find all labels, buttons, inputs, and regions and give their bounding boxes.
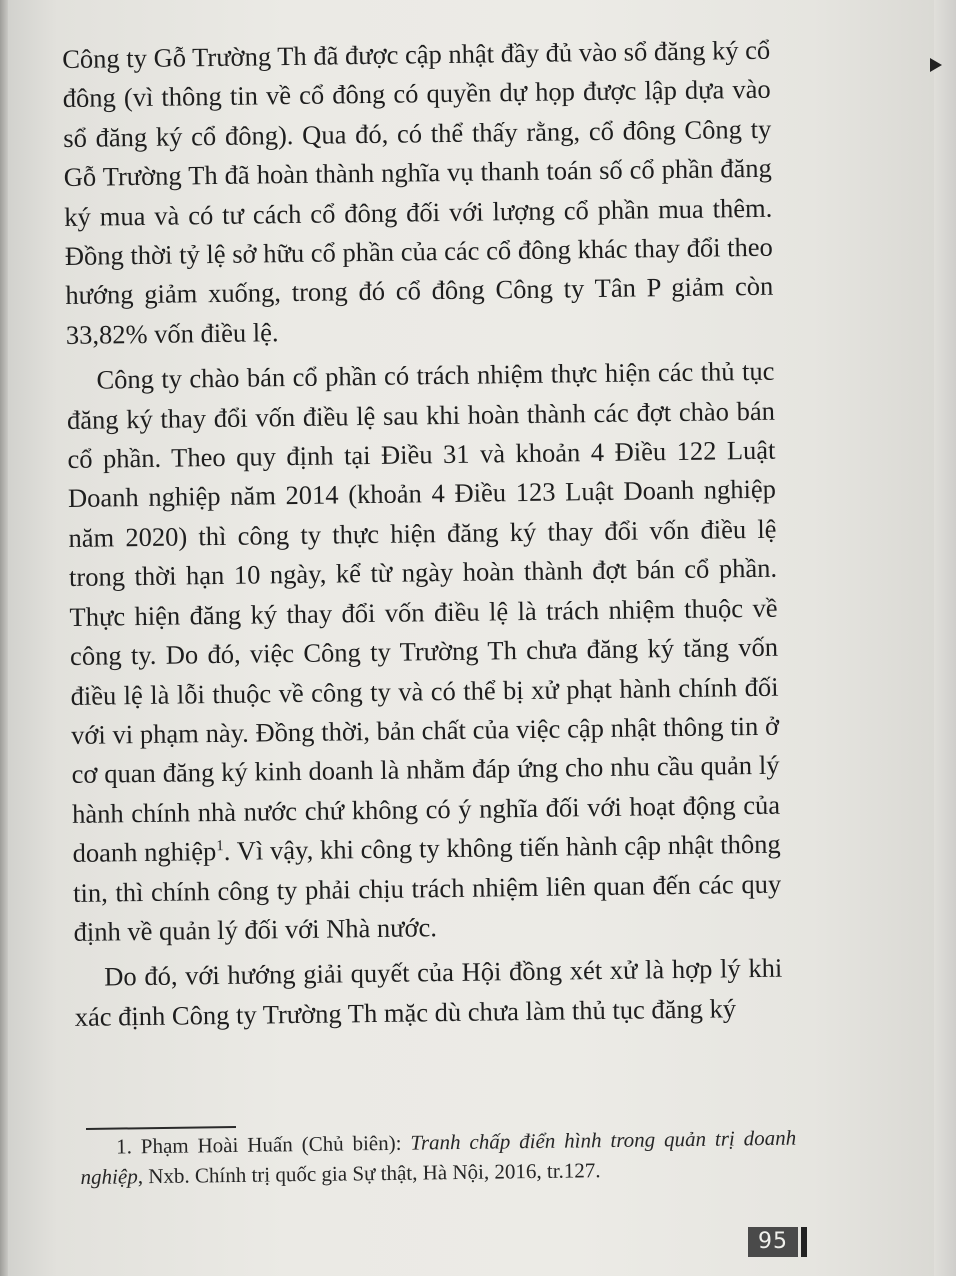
footnote-reference: 1 [216,838,224,855]
page-number-tick [801,1227,807,1257]
paragraph-1: Công ty Gỗ Trường Th đã được cập nhật đầy đủ vào sổ đăng ký cổ đông (vì thông tin về cổ đông có quyền dự họp được lập dựa vào sổ đăng ký cổ đông). Qua đó, có thể thấy rằng, cổ đông Công ty Gỗ Trường Th đã hoàn thành nghĩa vụ thanh toán số cổ phần đăng ký mua và có tư cách cổ đông đối với lượng cổ phần mua thêm. Đồng thời tỷ lệ sở hữu cổ phần của các cổ đông khác thay đổi theo hướng giảm xuống, trong đó cổ đông Công ty Tân P giảm còn 33,82% vốn điều lệ. [62,34,774,350]
footnote-number: 1. [116,1134,133,1159]
paragraph-3: Do đó, với hướng giải quyết của Hội đồng xét xử là hợp lý khi xác định Công ty Trường Th mặc dù chưa làm thủ tục đăng ký [74,952,783,1032]
body-text [62,31,783,1043]
paragraph-2 [66,352,782,952]
paragraph-2-text-cont: . Vì vậy, khi công ty không tiến hành cập nhật thông tin, thì chính công ty phải chịu trách nhiệm liên quan đến các quy định về quản lý đối với Nhà nước. [72,828,782,947]
book-spine-shadow [0,0,8,1276]
page-edge [934,0,956,1276]
footnote [80,1123,797,1192]
footnote-publisher: , Nxb. Chính trị quốc gia Sự thật, Hà Nội, 2016, tr.127. [137,1158,601,1189]
paragraph-2-text: Công ty chào bán cổ phần có trách nhiệm thực hiện các thủ tục đăng ký thay đổi vốn điều lệ sau khi hoàn thành các đợt chào bán cổ phần. Theo quy định tại Điều 31 và khoản 4 Điều 122 Luật Doanh nghiệp năm 2014 (khoản 4 Điều 123 Luật Doanh nghiệp năm 2020) thì công ty thực hiện đăng ký thay đổi vốn điều lệ trong thời hạn 10 ngày, kể từ ngày hoàn thành đợt bán cổ phần. Thực hiện đăng ký thay đổi vốn điều lệ là trách nhiệm thuộc về công ty. Do đó, việc Công ty Trường Th chưa đăng ký tăng vốn điều lệ là lỗi thuộc về công ty và có thể bị xử phạt hành chính đối với vi phạm này. Đồng thời, bản chất của việc cập nhật thông tin ở cơ quan đăng ký kinh doanh là nhằm đáp ứng cho nhu cầu quản lý hành chính nhà nước chứ không có ý nghĩa đối với hoạt động của doanh nghiệp [66,355,781,869]
page-number: 95 [748,1227,798,1257]
footnote-author: Phạm Hoài Huấn (Chủ biên): [131,1130,411,1159]
footnote-title: Tranh chấp điển hình trong quản trị doanh nghiệp [80,1125,797,1189]
